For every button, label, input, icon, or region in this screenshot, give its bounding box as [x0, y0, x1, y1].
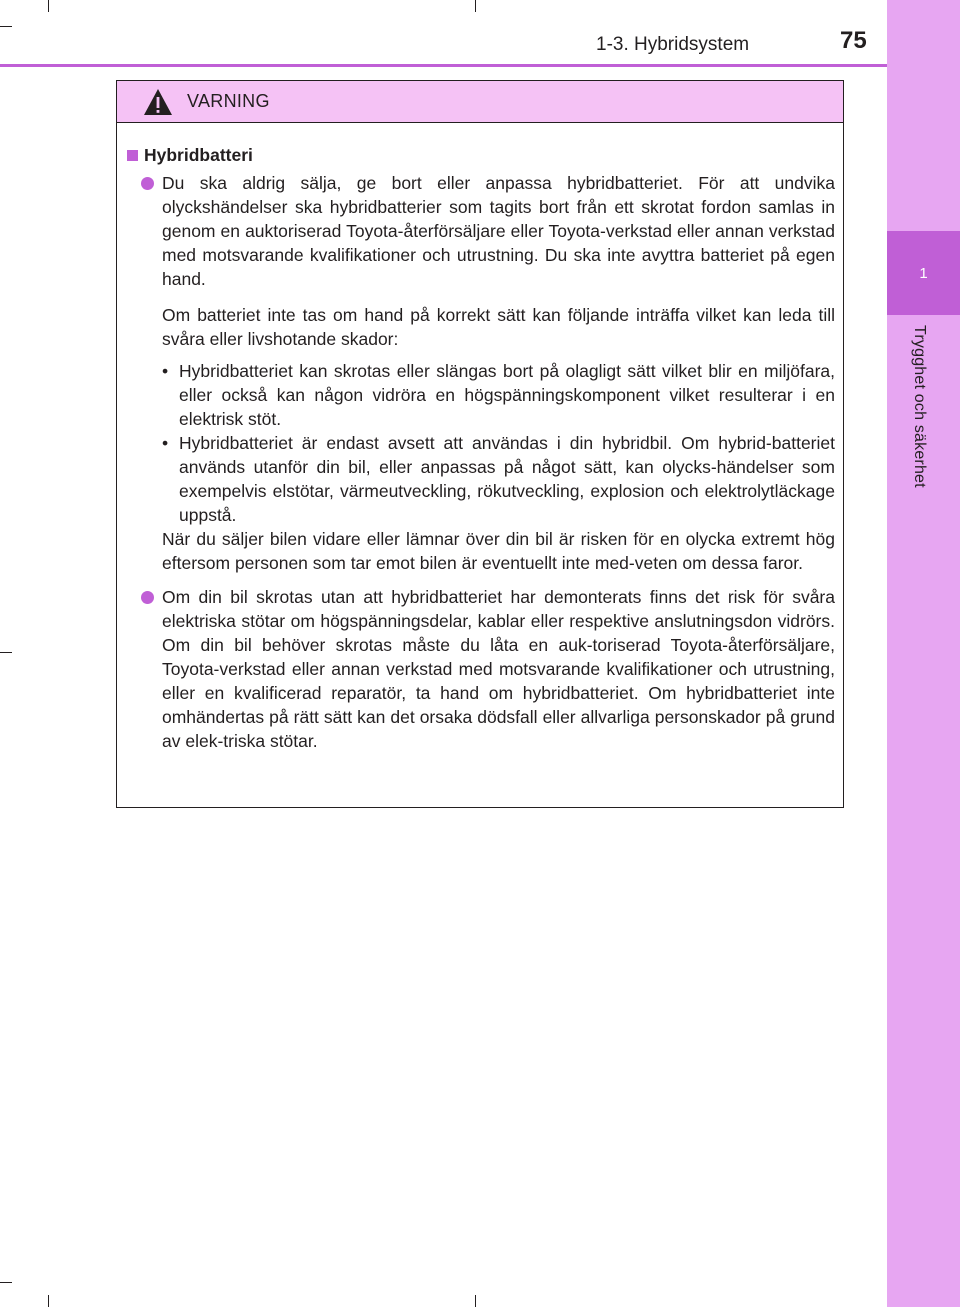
point-item — [125, 585, 835, 753]
crop-mark — [475, 0, 476, 12]
subheading — [125, 143, 835, 167]
crop-mark — [475, 1295, 476, 1307]
chapter-title: Trygghet och säkerhet — [911, 325, 928, 488]
circle-bullet-icon — [141, 177, 154, 190]
page-number: 75 — [840, 27, 867, 54]
crop-mark — [0, 26, 12, 27]
circle-bullet-icon — [141, 591, 154, 604]
warning-triangle-icon — [143, 88, 173, 116]
subheading-text: Hybridbatteri — [144, 145, 253, 165]
list-item-text: Hybridbatteriet kan skrotas eller slängas bort på olagligt sätt vilket blir en miljöfara, eller också kan någon vidröra en högspänningskomponent vilket resulterar i en elektrisk stöt. — [179, 361, 835, 429]
paragraph: När du säljer bilen vidare eller lämnar över din bil är risken för en olycka extremt hög eftersom personen som tar emot bilen är eventuellt inte med-veten om dessa faror. — [162, 529, 835, 573]
warning-title: VARNING — [187, 91, 270, 111]
warning-header — [117, 81, 843, 123]
crop-mark — [0, 1282, 12, 1283]
crop-mark — [0, 652, 12, 653]
crop-mark — [48, 0, 49, 12]
warning-body — [117, 123, 843, 753]
chapter-number: 1 — [919, 264, 928, 282]
list-item — [162, 431, 835, 527]
bullet-dot-icon: • — [162, 361, 169, 381]
chapter-tab — [887, 231, 960, 315]
bullet-list — [162, 359, 835, 527]
header-rule — [0, 64, 887, 67]
list-item-text: Hybridbatteriet är endast avsett att användas i din hybridbil. Om hybrid-batteriet används utanför din bil, eller anpassas på något sätt, kan olycks-händelser som exempelvis elstötar, värmeutveckling, rökutveckling, explosion och elektrolytläckage uppstå. — [179, 433, 835, 525]
point-text: Du ska aldrig sälja, ge bort eller anpassa hybridbatteriet. För att undvika olyckshändelser ska hybridbatterier som tagits bort från ett skrotat fordon samlas in genom en auktoriserad Toyota-återförsäljare eller Toyota-verkstad eller annan verkstad med motsvarande kvalifikationer och utrustning. Du ska inte avyttra batteriet på egen hand. — [162, 173, 835, 289]
crop-mark — [48, 1295, 49, 1307]
square-bullet-icon — [127, 150, 138, 161]
point-item — [125, 171, 835, 291]
side-tab — [887, 0, 960, 1307]
list-item — [162, 359, 835, 431]
point-text: Om din bil skrotas utan att hybridbatteriet har demonterats finns det risk för svåra elektriska stötar om högspänningsdelar, kablar eller respektive anslutningsdon vidrörs. Om din bil behöver skrotas måste du låta en auk-toriserad Toyota-återförsäljare, Toyota-verkstad eller annan verkstad med motsvarande kvalifikationer och utrustning, eller en kvalificerad reparatör, ta hand om hybridbatteriet. Om hybridbatteriet inte omhändertas på rätt sätt kan det orsaka dödsfall eller allvarliga personskador på grund av elek-triska stötar. — [162, 587, 835, 751]
section-title: 1-3. Hybridsystem — [596, 34, 750, 55]
paragraph: Om batteriet inte tas om hand på korrekt sätt kan följande inträffa vilket kan leda till svåra eller livshotande skador: — [162, 305, 835, 349]
bullet-dot-icon: • — [162, 433, 169, 453]
warning-box — [116, 80, 844, 808]
